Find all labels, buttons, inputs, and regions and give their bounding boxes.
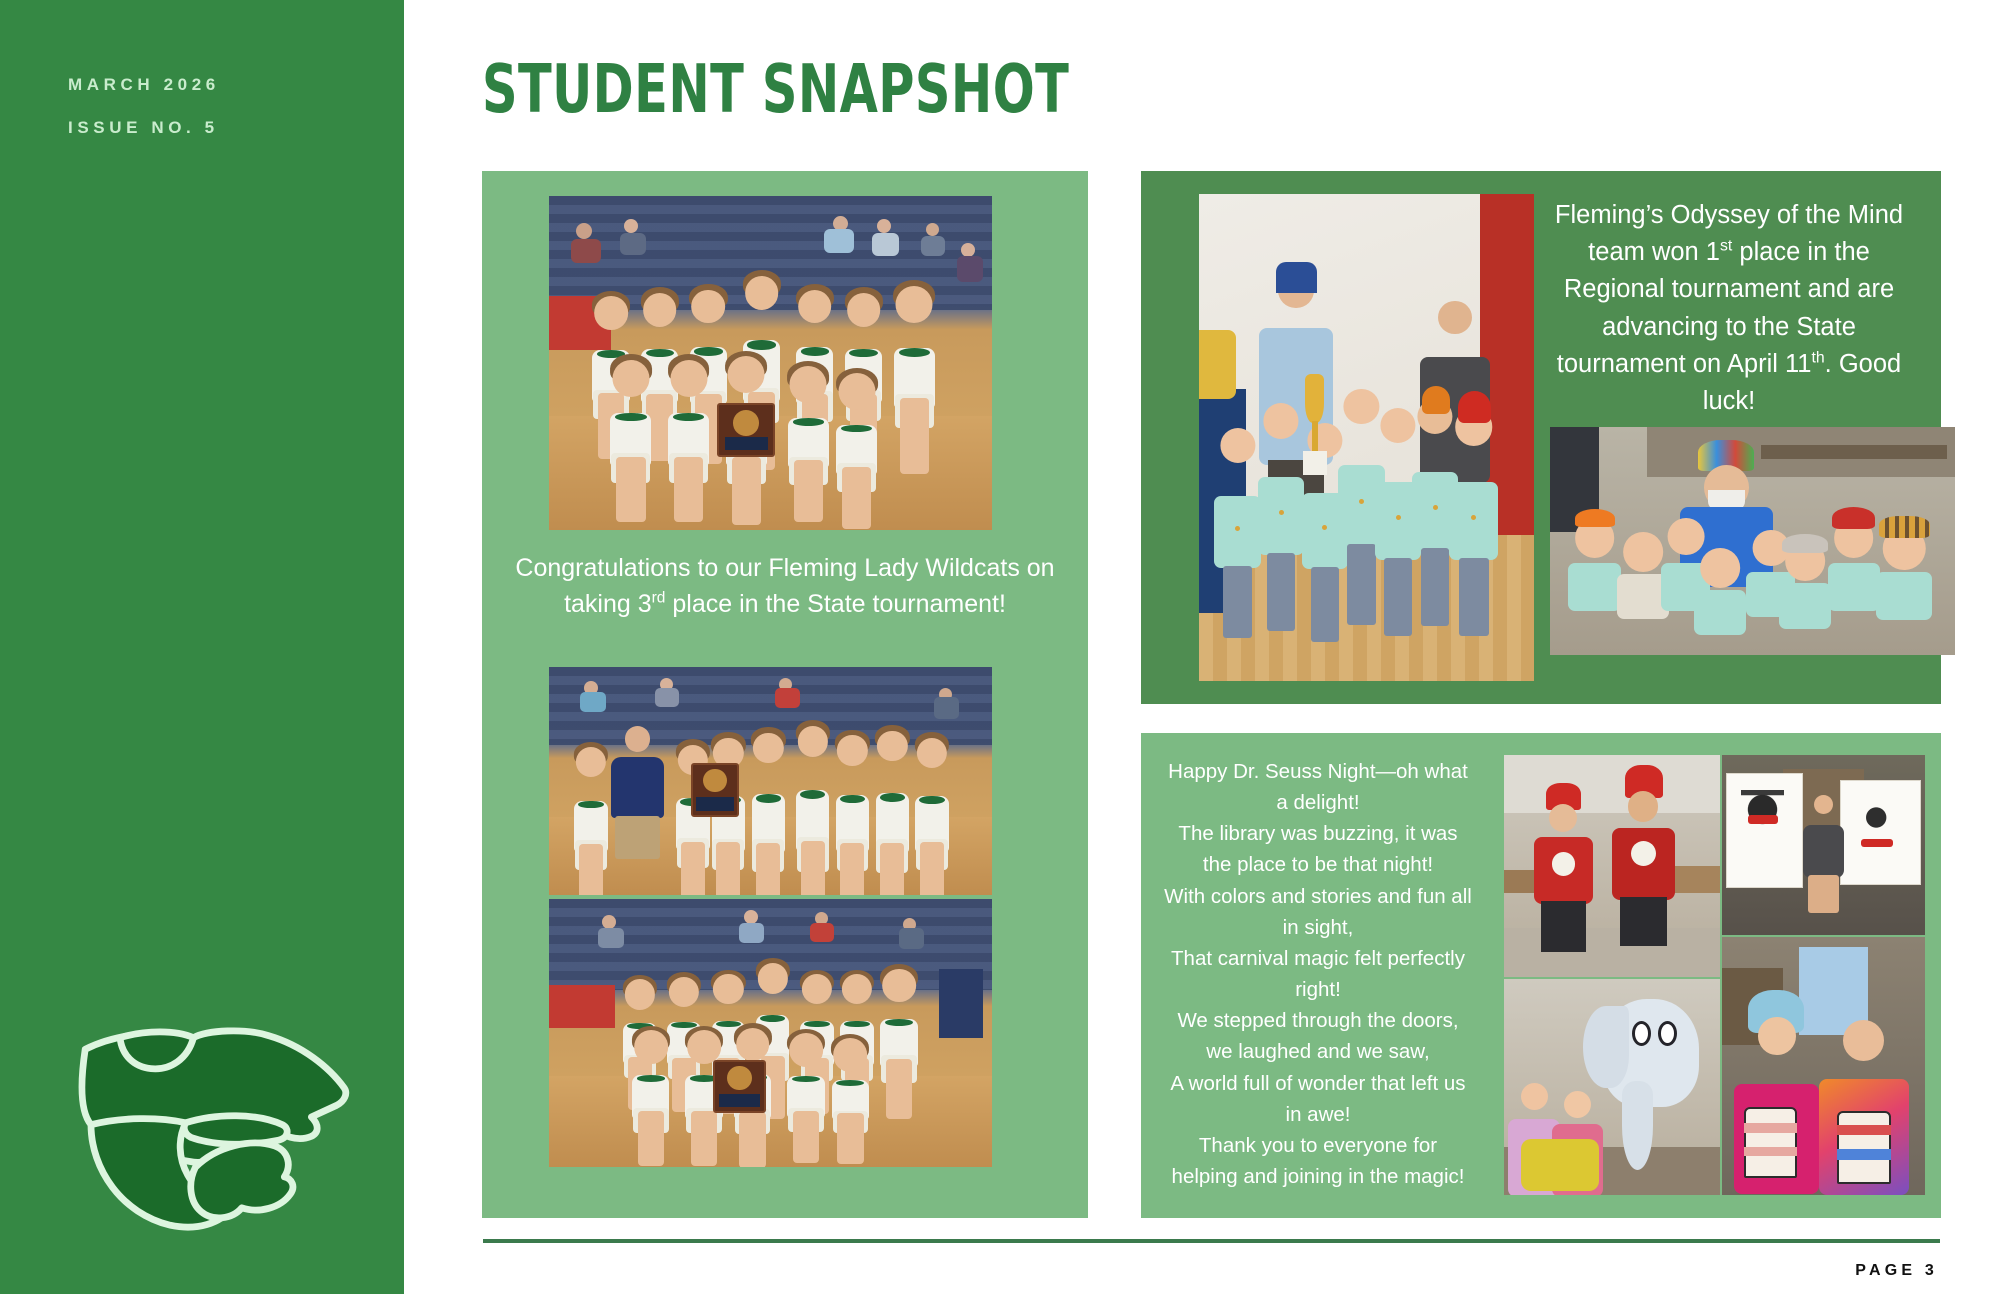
sports-caption	[510, 551, 1060, 622]
photo-basketball-team-bottom	[549, 899, 992, 1167]
page-title: STUDENT SNAPSHOT	[482, 50, 1070, 128]
issue-date: MARCH 2026	[68, 75, 220, 94]
photo-odyssey-hats	[1550, 427, 1955, 655]
photo-odyssey-team	[1199, 194, 1534, 681]
page-number: PAGE 3	[1855, 1262, 1938, 1279]
odyssey-text	[1538, 197, 1920, 420]
panel-odyssey-of-the-mind	[1141, 171, 1941, 704]
poem-line: Happy Dr. Seuss Night—oh what a delight!	[1168, 760, 1468, 815]
photo-paper-hat-crafts	[1722, 937, 1925, 1195]
sports-caption-ordinal: rd	[651, 589, 666, 607]
poem-line: The library was buzzing, it was the place to be that night!	[1178, 822, 1458, 877]
photo-horton-elephant	[1504, 979, 1720, 1195]
photo-thing-one-thing-two	[1504, 755, 1720, 977]
sports-caption-after: place in the State tournament!	[665, 589, 1006, 618]
sidebar	[0, 0, 404, 1294]
poem-line: We stepped through the doors, we laughed and we saw,	[1177, 1009, 1459, 1064]
poem-line: A world full of wonder that left us in awe!	[1170, 1071, 1466, 1126]
panel-sports	[482, 171, 1088, 1218]
odyssey-text-part1: Fleming’s Odyssey of the Mind team won 1	[1554, 201, 1904, 267]
odyssey-ordinal-2: th	[1811, 349, 1825, 367]
odyssey-text-part2: place in the Regional tournament and are advancing to the State tournament on April 11	[1556, 238, 1895, 378]
photo-trophy-presentation	[549, 667, 992, 895]
sports-caption-before: Congratulations to our Fleming Lady Wildcats on taking 3	[515, 554, 1055, 618]
poem-line: Thank you to everyone for helping and joining in the magic!	[1171, 1133, 1465, 1189]
issue-number: ISSUE NO. 5	[68, 118, 219, 137]
panel-dr-seuss-night	[1141, 733, 1941, 1218]
footer-divider	[483, 1239, 1940, 1243]
seuss-poem	[1164, 756, 1472, 1192]
odyssey-ordinal-1: st	[1720, 237, 1733, 255]
odyssey-text-part3: . Good luck!	[1702, 349, 1902, 416]
photo-basketball-team-top	[549, 196, 992, 530]
issue-info	[68, 76, 220, 162]
photo-cat-in-the-hat-drawings	[1722, 755, 1925, 935]
poem-line: With colors and stories and fun all in sight,	[1164, 884, 1472, 939]
poem-line: That carnival magic felt perfectly right!	[1171, 946, 1465, 1002]
wildcat-logo-icon	[62, 1023, 352, 1238]
